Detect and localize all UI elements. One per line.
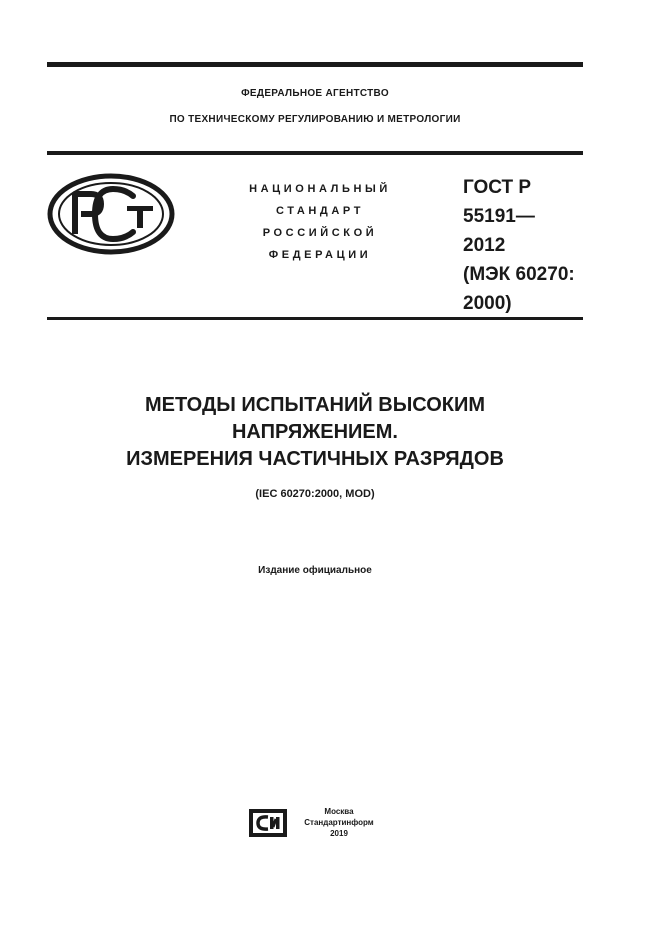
publisher-name: Стандартинформ xyxy=(304,818,374,827)
designation-line-4: (МЭК 60270: xyxy=(463,264,575,285)
standard-type-block xyxy=(215,178,425,266)
designation-line-5: 2000) xyxy=(463,293,512,314)
publisher-info xyxy=(292,806,386,839)
standard-type-line-2: СТАНДАРТ xyxy=(275,205,365,217)
document-title xyxy=(47,392,583,473)
standartinform-logo-icon xyxy=(248,808,288,838)
edition-note: Издание официальное xyxy=(258,565,372,576)
publication-year: 2019 xyxy=(330,829,348,838)
designation-line-2: 55191— xyxy=(463,206,535,227)
gost-r-certification-mark-icon xyxy=(47,172,175,256)
standard-type-line-1: НАЦИОНАЛЬНЫЙ xyxy=(249,183,391,195)
publisher-city: Москва xyxy=(324,807,354,816)
title-line-2: НАПРЯЖЕНИЕМ. xyxy=(231,421,398,443)
designation-line-3: 2012 xyxy=(463,235,506,256)
standard-designation xyxy=(463,173,588,318)
bottom-rule xyxy=(47,317,583,320)
title-line-3: ИЗМЕРЕНИЯ ЧАСТИЧНЫХ РАЗРЯДОВ xyxy=(126,448,504,470)
standard-type-line-3: РОССИЙСКОЙ xyxy=(262,227,378,239)
top-rule xyxy=(47,62,583,67)
agency-name-line-1: ФЕДЕРАЛЬНОЕ АГЕНТСТВО xyxy=(241,88,389,99)
standard-type-line-4: ФЕДЕРАЦИИ xyxy=(268,249,372,261)
designation-line-1: ГОСТ Р xyxy=(463,177,532,198)
middle-rule xyxy=(47,151,583,155)
title-line-1: МЕТОДЫ ИСПЫТАНИЙ ВЫСОКИМ xyxy=(144,394,486,416)
iec-reference: (IEC 60270:2000, MOD) xyxy=(255,488,375,500)
agency-name-line-2: ПО ТЕХНИЧЕСКОМУ РЕГУЛИРОВАНИЮ И МЕТРОЛОГИИ xyxy=(169,114,461,125)
